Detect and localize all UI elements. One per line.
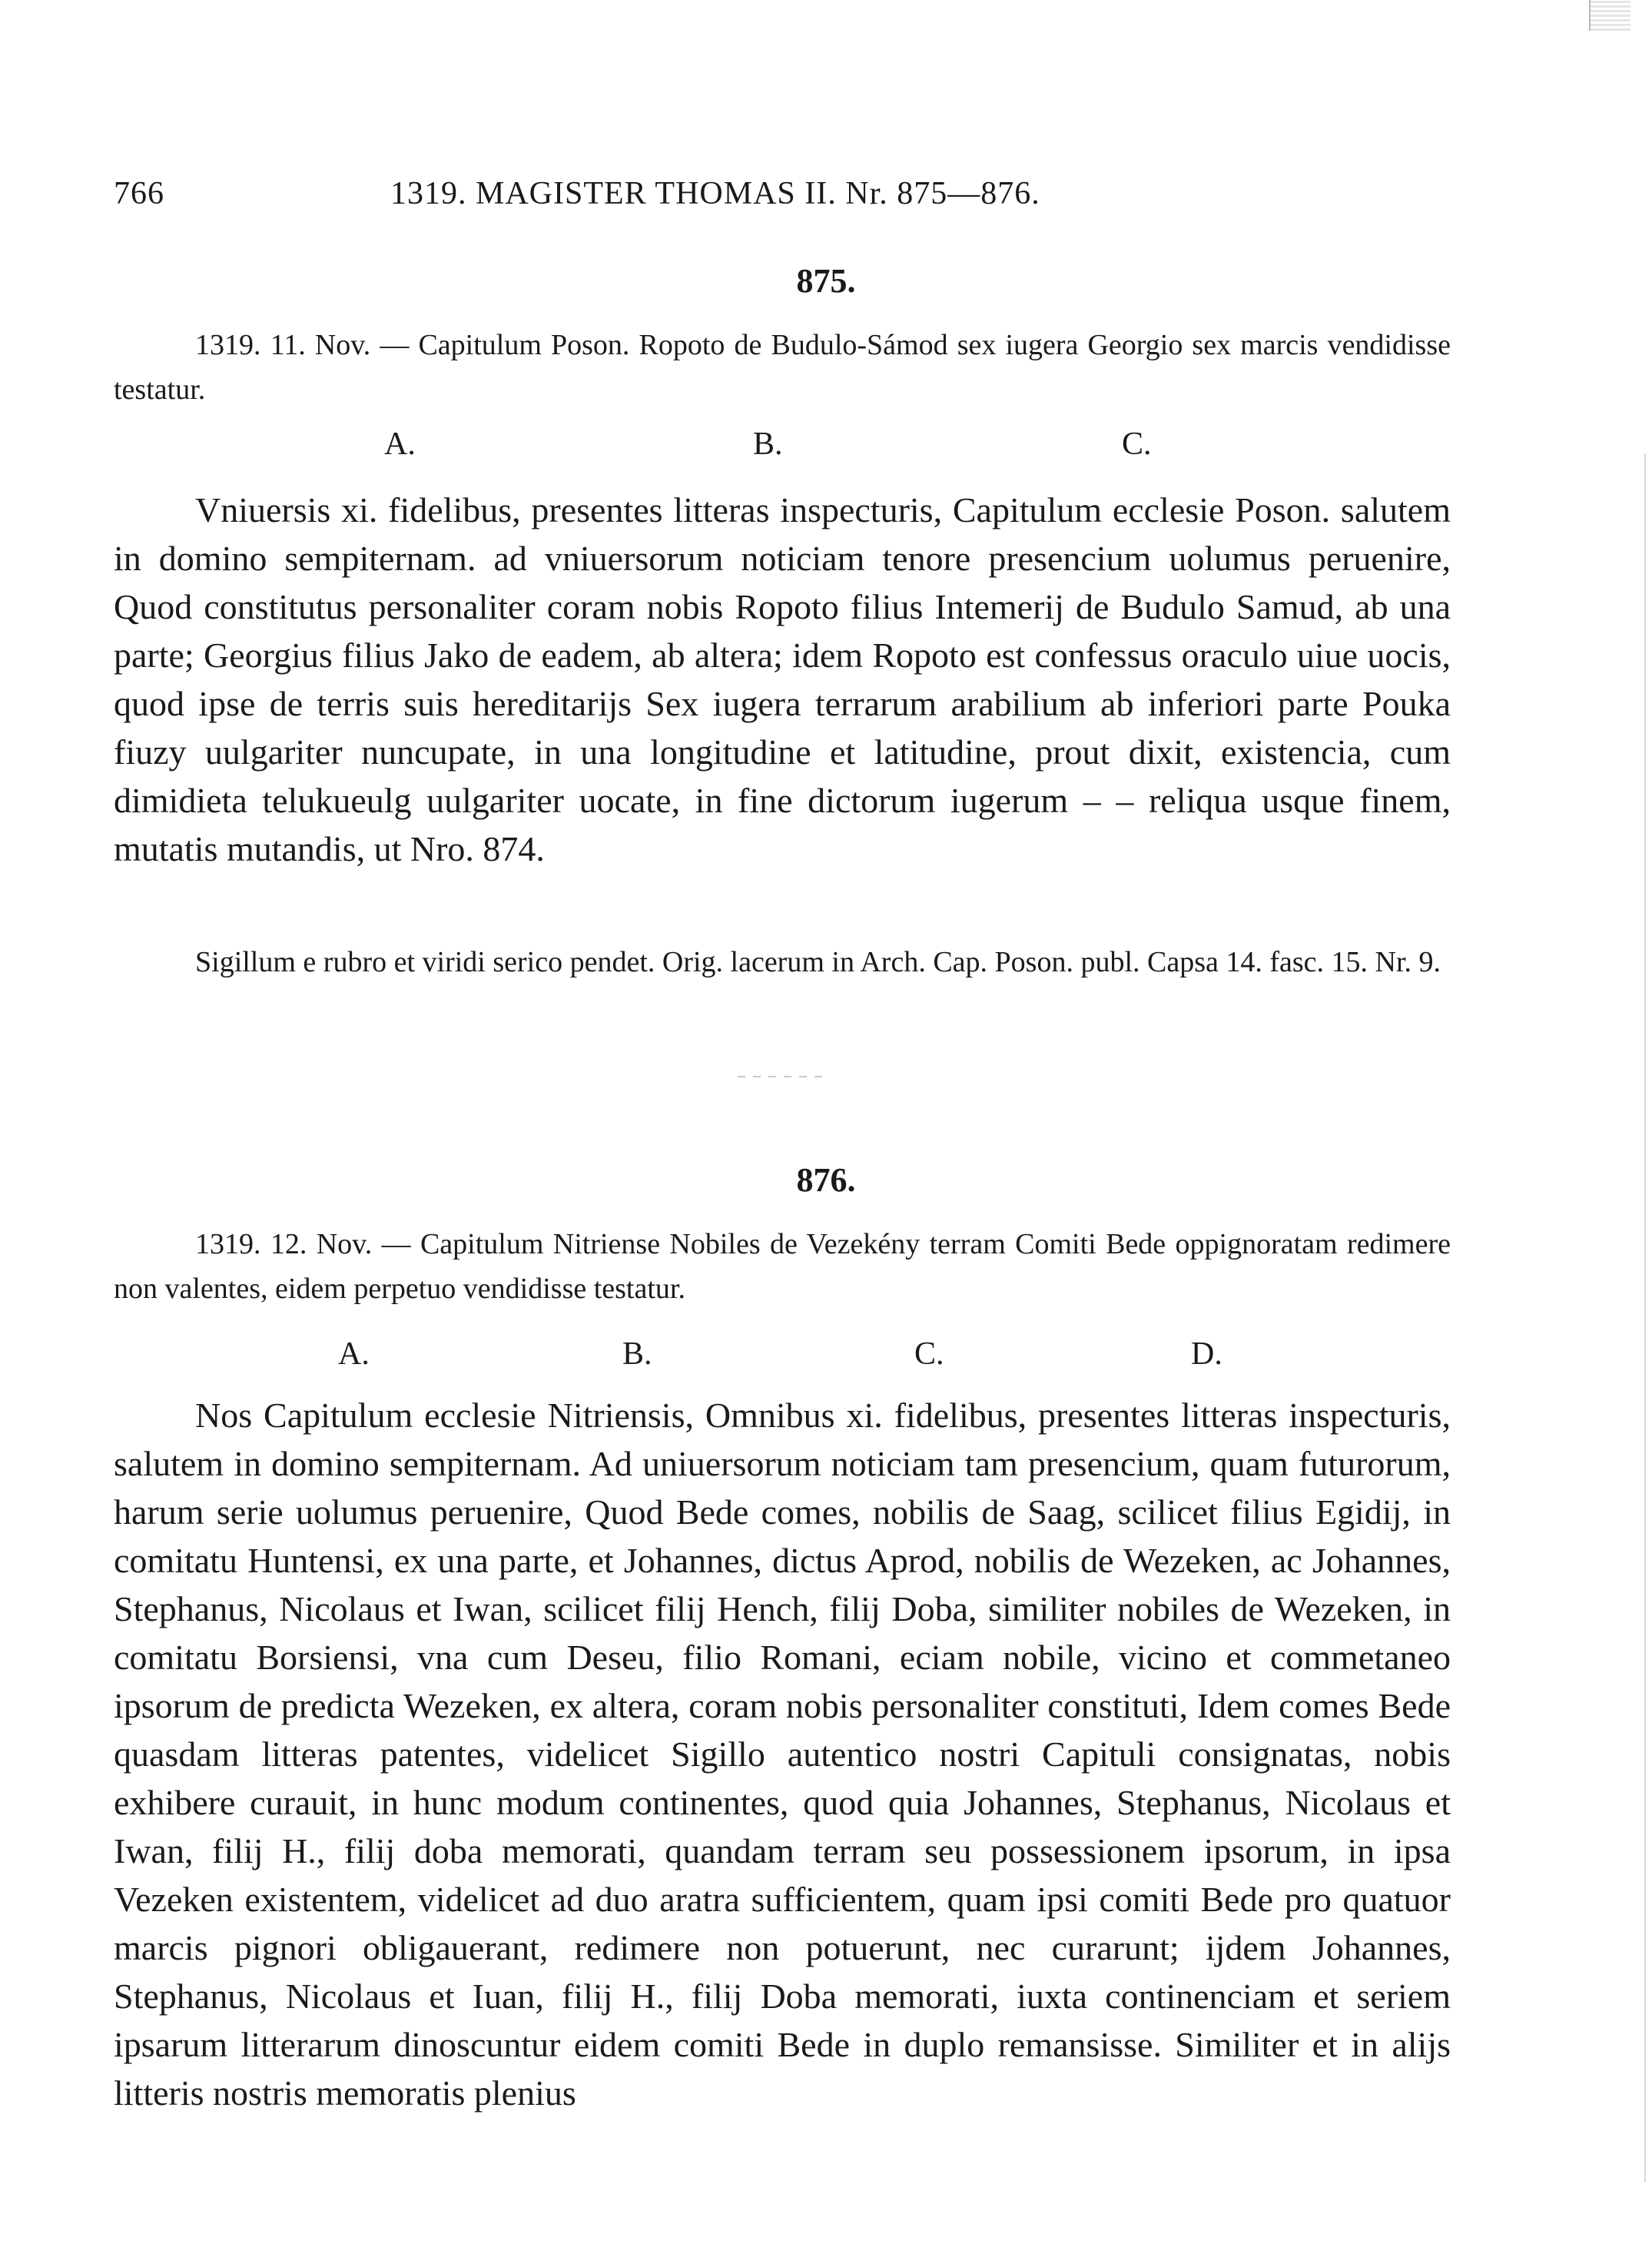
siglum: C. — [1122, 427, 1152, 462]
siglum: D. — [1191, 1336, 1222, 1372]
document-regest: 1319. 11. Nov. — Capitulum Poson. Ropoto de Budulo-Sámod sex iugera Georgio sex marcis vendidisse testatur. — [114, 329, 1451, 406]
document-text: Vniuersis xi. fidelibus, presentes litteras inspecturis, Capitulum ecclesie Poson. salutem in domino sempiternam. ad vniuersorum noticiam tenore presencium uolumus peruenire, Quod constitutus personaliter coram nobis Ropoto filius Intemerij de Budulo Samud, ab una parte; Georgius filius Jako de eadem, ab altera; idem Ropoto est confessus oraculo uiue uocis, quod ipse de terris suis hereditarijs Sex iugera terrarum arabilium ab inferiori parte Pouka fiuzy uulgariter nuncupate, in una longitudine et latitudine, prout dixit, existencia, cum dimidieta telukueulg uulgariter uocate, in fine dictorum iugerum – – reliqua usque finem, mutatis mutandis, ut Nro. 874. — [114, 490, 1451, 868]
siglum: C. — [914, 1336, 944, 1372]
siglum: A. — [384, 427, 416, 462]
document-regest: 1319. 12. Nov. — Capitulum Nitriense Nobiles de Vezekény terram Comiti Bede oppignoratam redimere non valentes, eidem perpetuo vendidisse testatur. — [114, 1228, 1451, 1305]
section-divider — [738, 1076, 822, 1077]
document-note: Sigillum e rubro et viridi serico pendet. Orig. lacerum in Arch. Cap. Poson. publ. Capsa 14. fasc. 15. Nr. 9. — [195, 946, 1441, 978]
document-text: Nos Capitulum ecclesie Nitriensis, Omnibus xi. fidelibus, presentes litteras inspecturis, salutem in domino sempiternam. Ad uniuersorum noticiam tam presencium, quam futurorum, harum serie uolumus peruenire, Quod Bede comes, nobilis de Saag, scilicet filius Egidij, in comitatu Huntensi, ex una parte, et Johannes, dictus Aprod, nobilis de Wezeken, ac Johannes, Stephanus, Nicolaus et Iwan, scilicet filij Hench, filij Doba, similiter nobiles de Wezeken, in comitatu Borsiensi, vna cum Deseu, filio Romani, eciam nobile, vicino et commetaneo ipsorum de predicta Wezeken, ex altera, coram nobis personaliter constituti, Idem comes Bede quasdam litteras patentes, videlicet Sigillo autentico nostri Capituli consignatas, nobis exhibere curauit, in hunc modum continentes, quod quia Johannes, Stephanus, Nicolaus et Iwan, filij H., filij doba memorati, quandam terram seu possessionem ipsorum, in ipsa Vezeken existentem, videlicet ad duo aratra sufficientem, quam ipsi comiti Bede pro quatuor marcis pignori obligauerant, redimere non potuerunt, nec curarunt; ijdem Johannes, Stephanus, Nicolaus et Iuan, filij H., filij Doba memorati, iuxta continenciam et seriem ipsarum litterarum dinoscuntur eidem comiti Bede in duplo remansisse. Similiter et in alijs litteris nostris memoratis plenius — [114, 1396, 1451, 2113]
siglum: B. — [753, 427, 783, 462]
page-number: 766 — [114, 176, 164, 211]
document-number: 875. — [796, 262, 856, 300]
siglum: B. — [622, 1336, 652, 1372]
running-title: 1319. MAGISTER THOMAS II. Nr. 875—876. — [390, 176, 1040, 211]
scan-edge-line — [1644, 453, 1646, 2182]
document-number: 876. — [796, 1161, 856, 1199]
siglum: A. — [338, 1336, 370, 1372]
scan-edge-mark — [1589, 0, 1630, 31]
